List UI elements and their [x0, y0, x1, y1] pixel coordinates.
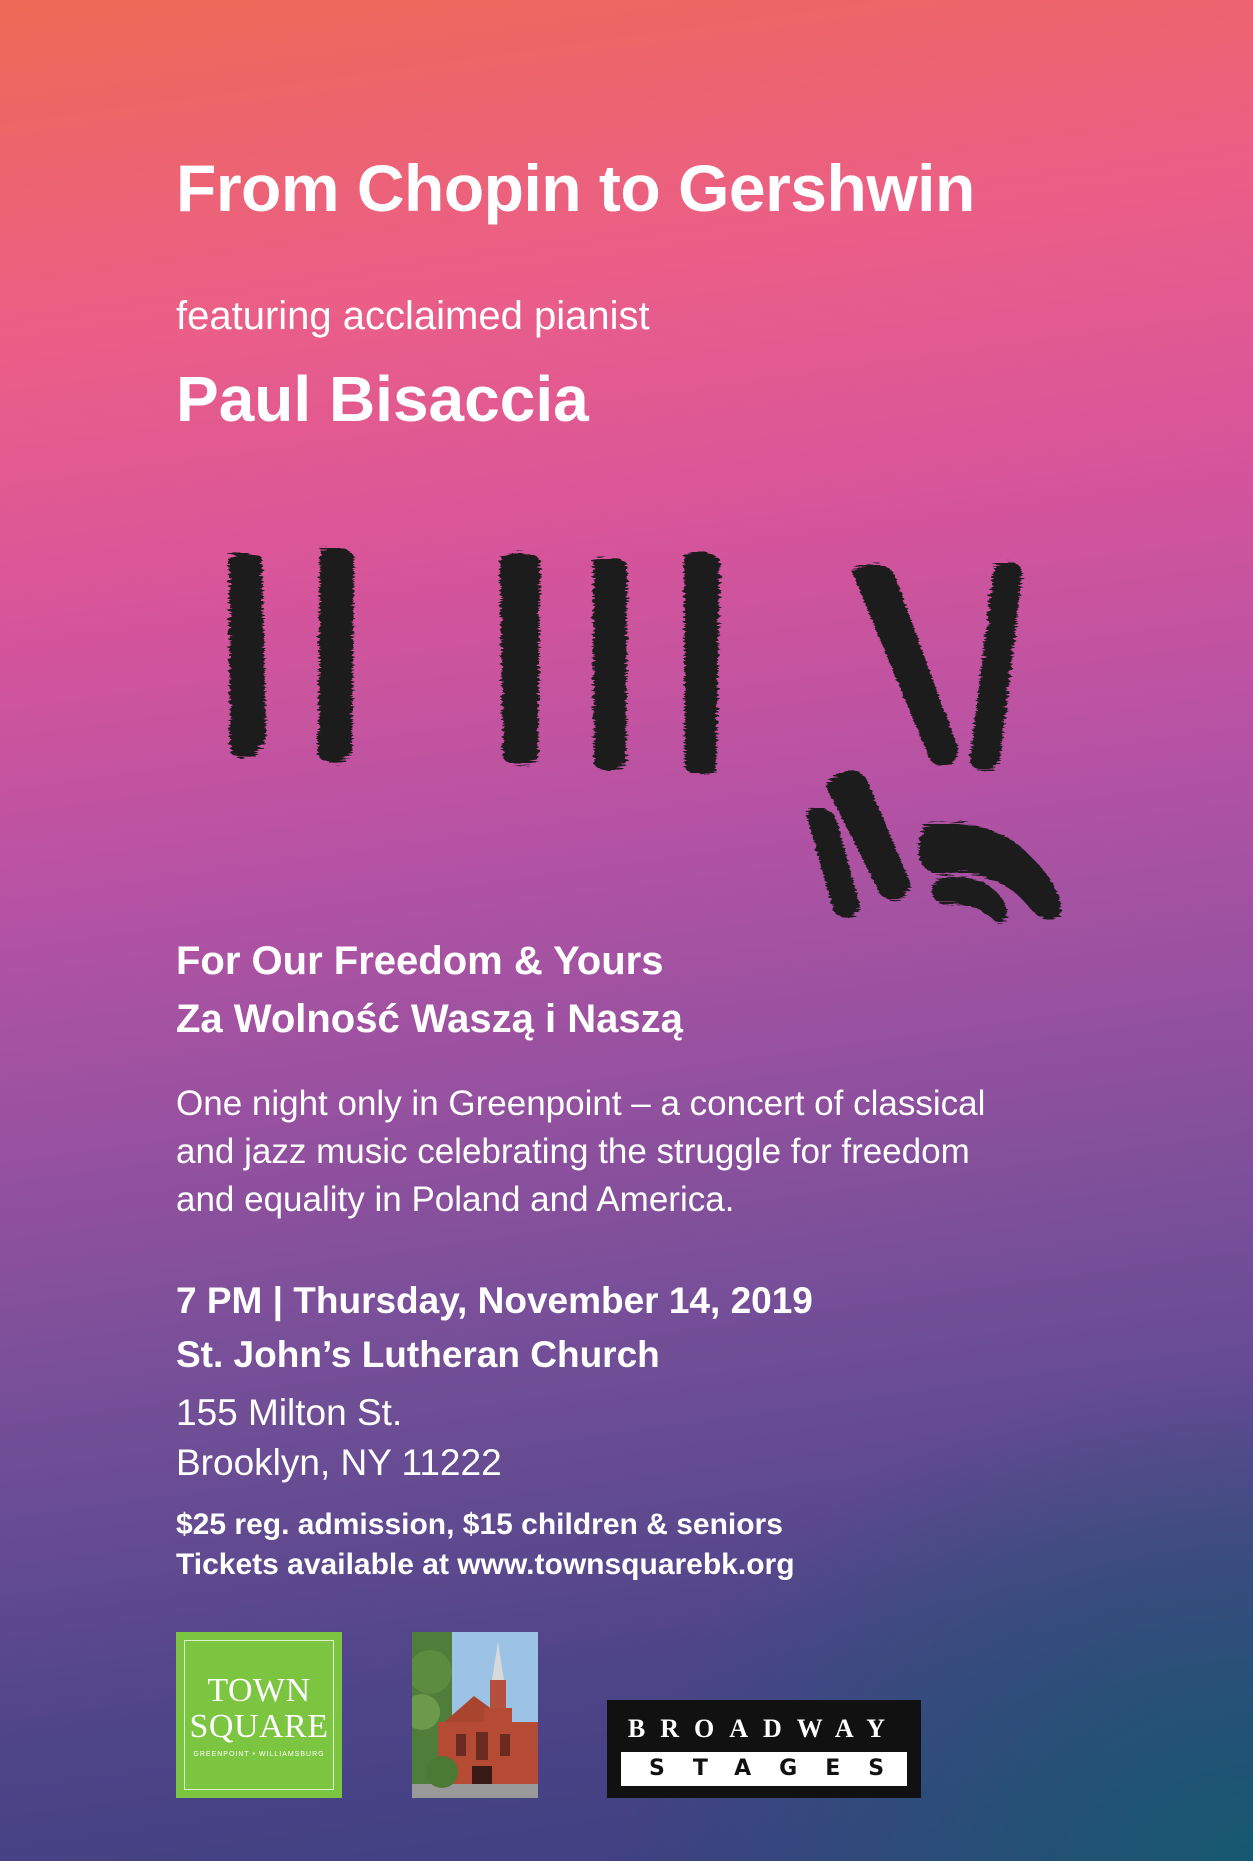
description-line: and jazz music celebrating the struggle for freedom	[176, 1132, 970, 1171]
brush-stroke	[500, 553, 540, 764]
brush-stroke	[684, 552, 720, 775]
brush-stroke	[318, 548, 354, 762]
brush-stroke	[932, 877, 1007, 922]
church-photo	[412, 1632, 538, 1798]
price-text: $25 reg. admission, $15 children & seniors	[176, 1508, 783, 1541]
description-line: One night only in Greenpoint – a concert of classical	[176, 1084, 986, 1123]
event-description	[176, 1080, 985, 1224]
town-square-logo	[176, 1632, 342, 1798]
motto-polish: Za Wolność Waszą i Naszą	[176, 997, 683, 1041]
venue-name: St. John’s Lutheran Church	[176, 1334, 660, 1375]
event-datetime: 7 PM | Thursday, November 14, 2019	[176, 1280, 813, 1321]
town-square-word-1: TOWN	[207, 1671, 311, 1709]
logo-frame	[184, 1640, 334, 1790]
broadway-word: BROADWAY	[627, 1714, 901, 1743]
brush-stroke	[970, 561, 1022, 770]
motto-english: For Our Freedom & Yours	[176, 939, 664, 983]
stages-word: STAGES	[621, 1752, 907, 1786]
ticket-info	[176, 1505, 795, 1585]
description-line: and equality in Poland and America.	[176, 1180, 735, 1219]
address-line-2: Brooklyn, NY 11222	[176, 1442, 502, 1483]
brush-stroke	[229, 553, 266, 757]
brush-stroke	[852, 564, 958, 766]
town-square-tagline: GREENPOINT • WILLIAMSBURG	[193, 1750, 325, 1758]
broadway-stages-logo	[607, 1700, 921, 1798]
brush-stroke	[593, 557, 627, 770]
tickets-text: Tickets available at www.townsquarebk.org	[176, 1548, 795, 1581]
venue-address	[176, 1388, 502, 1488]
poster-title: From Chopin to Gershwin	[176, 151, 975, 225]
featuring-text: featuring acclaimed pianist	[176, 294, 650, 338]
address-line-1: 155 Milton St.	[176, 1392, 403, 1433]
motto	[176, 932, 683, 1048]
artist-name: Paul Bisaccia	[176, 363, 589, 435]
town-square-word-2: SQUARE	[189, 1707, 329, 1745]
